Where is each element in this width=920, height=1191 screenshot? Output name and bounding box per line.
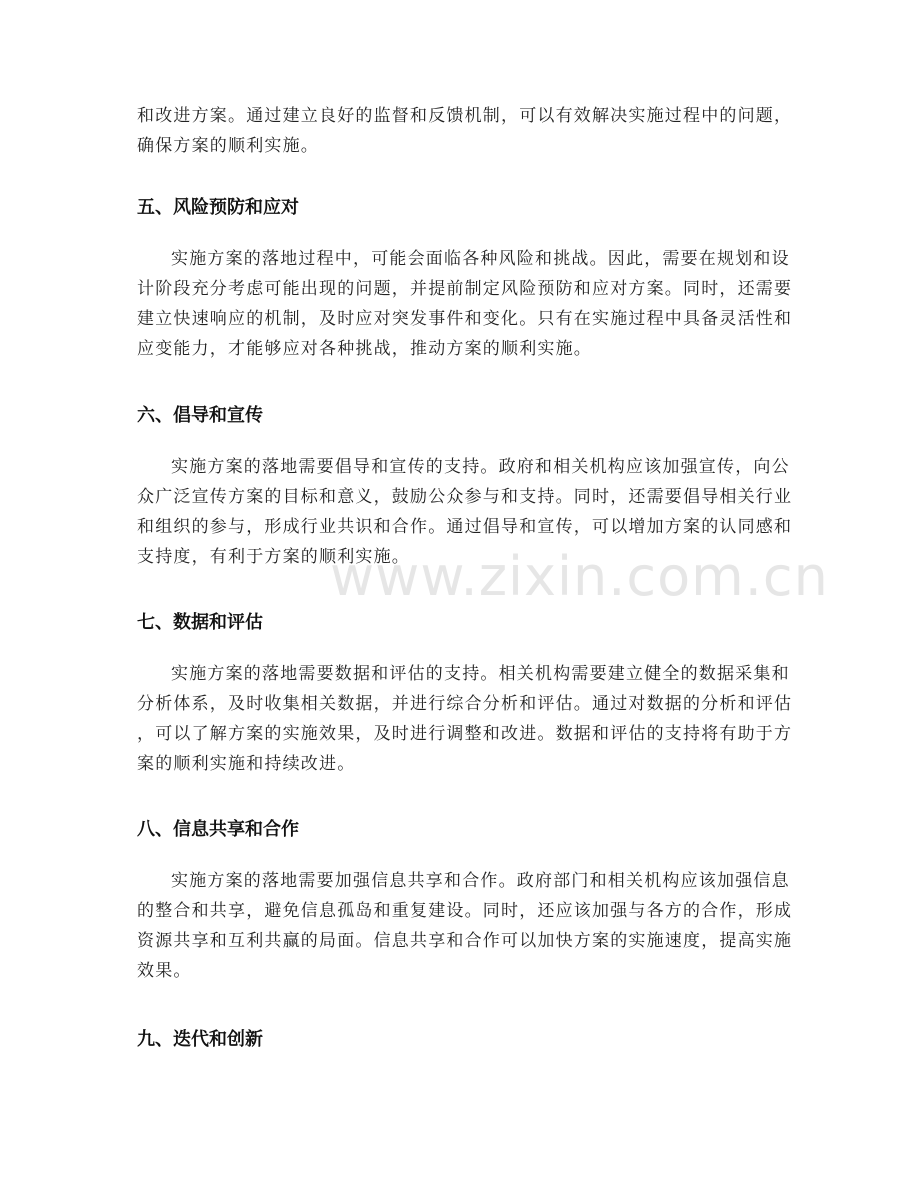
section-advocacy	[137, 401, 783, 431]
section-advocacy-body	[137, 452, 793, 572]
section-heading: 五、风险预防和应对	[137, 197, 299, 218]
paragraph-line: 效果。	[137, 961, 192, 981]
paragraph-line: 实施方案的落地需要倡导和宣传的支持。政府和相关机构应该加强宣传，向公	[171, 457, 790, 477]
paragraph-line: 应变能力，才能够应对各种挑战，推动方案的顺利实施。	[137, 339, 592, 359]
paragraph-line: 实施方案的落地需要数据和评估的支持。相关机构需要建立健全的数据采集和	[171, 664, 790, 684]
section-heading: 七、数据和评估	[137, 612, 263, 633]
paragraph-line: 案的顺利实施和持续改进。	[137, 754, 356, 774]
section-heading: 六、倡导和宣传	[137, 405, 263, 426]
paragraph-line: ，可以了解方案的实施效果，及时进行调整和改进。数据和评估的支持将有助于方	[137, 724, 793, 744]
paragraph-line: 实施方案的落地过程中，可能会面临各种风险和挑战。因此，需要在规划和设	[171, 249, 790, 269]
paragraph-line: 的整合和共享，避免信息孤岛和重复建设。同时，还应该加强与各方的合作，形成	[137, 901, 793, 921]
section-iteration-innovation	[137, 1025, 783, 1055]
paragraph-line: 众广泛宣传方案的目标和意义，鼓励公众参与和支持。同时，还需要倡导相关行业	[137, 487, 793, 507]
paragraph-line: 资源共享和互利共赢的局面。信息共享和合作可以加快方案的实施速度，提高实施	[137, 931, 793, 951]
paragraph-line: 和改进方案。通过建立良好的监督和反馈机制，可以有效解决实施过程中的问题，	[137, 106, 793, 126]
paragraph-line: 支持度，有利于方案的顺利实施。	[137, 547, 410, 567]
top-paragraph	[137, 101, 793, 161]
watermark: www.zixin.com.cn	[330, 545, 829, 608]
section-risk-prevention	[137, 193, 783, 223]
section-data-evaluation	[137, 608, 783, 638]
section-risk-prevention-body	[137, 244, 793, 364]
section-heading: 八、信息共享和合作	[137, 819, 299, 840]
paragraph-line: 分析体系，及时收集相关数据，并进行综合分析和评估。通过对数据的分析和评估	[137, 694, 793, 714]
section-data-evaluation-body	[137, 659, 793, 779]
section-heading: 九、迭代和创新	[137, 1029, 263, 1050]
paragraph-line: 和组织的参与，形成行业共识和合作。通过倡导和宣传，可以增加方案的认同感和	[137, 517, 793, 537]
paragraph-line: 确保方案的顺利实施。	[137, 136, 319, 156]
section-info-sharing	[137, 815, 783, 845]
paragraph-line: 实施方案的落地需要加强信息共享和合作。政府部门和相关机构应该加强信息	[171, 871, 790, 891]
section-info-sharing-body	[137, 866, 793, 986]
paragraph-line: 计阶段充分考虑可能出现的问题，并提前制定风险预防和应对方案。同时，还需要	[137, 279, 793, 299]
paragraph-line: 建立快速响应的机制，及时应对突发事件和变化。只有在实施过程中具备灵活性和	[137, 309, 793, 329]
